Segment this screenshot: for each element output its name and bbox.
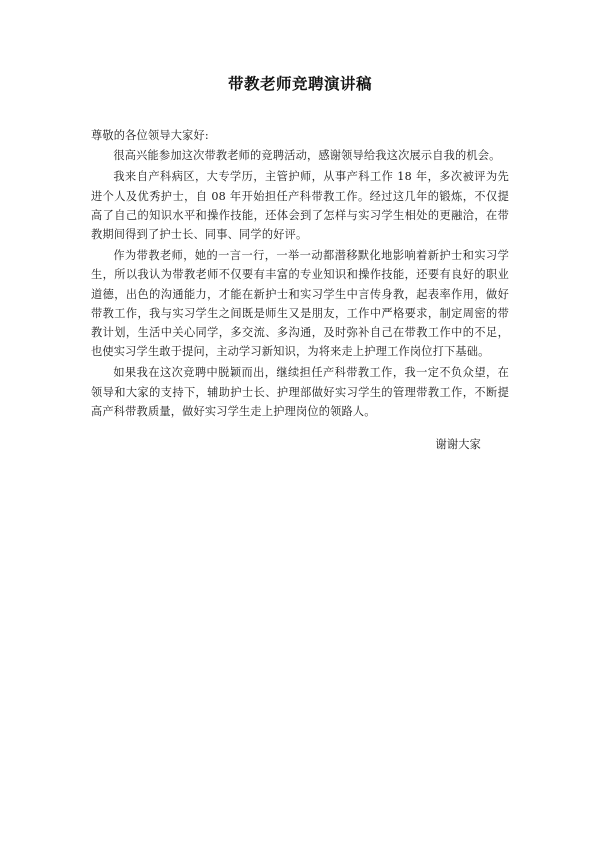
signoff-text: 谢谢大家 xyxy=(435,438,481,452)
body-paragraph-3: 作为带教老师，她的一言一行，一举一动都潜移默化地影响着新护士和实习学生，所以我认为带教老师不仅要有丰富的专业知识和操作技能，还要有良好的职业道德，出色的沟通能力，才能在新护士和实习学生中言传身教，起表率作用，做好带教工作，我与实习学生之间既是师生又是朋友，工作中严格要求，制定周密的带教计划，生活中关心同学，多交流、多沟通，及时弥补自己在带教工作中的不足，也使实习学生敢于提问，主动学习新知识，为将来走上护理工作岗位打下基础。 xyxy=(91,249,509,359)
salutation-paragraph: 尊敬的各位领导大家好: xyxy=(91,129,209,142)
body-paragraph-2: 我来自产科病区，大专学历，主管护师，从事产科工作 18 年，多次被评为先进个人及优秀护士，自 08 年开始担任产科带教工作。经过这几年的锻炼，不仅提高了自己的知识水平和操作技能，还体会到了怎样与实习学生相处的更融洽，在带教期间得到了护士长、同事、同学的好评。 xyxy=(91,170,509,242)
body-paragraph-4: 如果我在这次竞聘中脱颖而出，继续担任产科带教工作，我一定不负众望，在领导和大家的支持下，辅助护士长、护理部做好实习学生的管理带教工作，不断提高产科带教质量，做好实习学生走上护理岗位的领路人。 xyxy=(91,366,509,418)
document-body xyxy=(91,94,509,452)
page-title: 带教老师竞聘演讲稿 xyxy=(227,74,372,93)
body-paragraph-1: 很高兴能参加这次带教老师的竞聘活动，感谢领导给我这次展示自我的机会。 xyxy=(113,149,501,163)
